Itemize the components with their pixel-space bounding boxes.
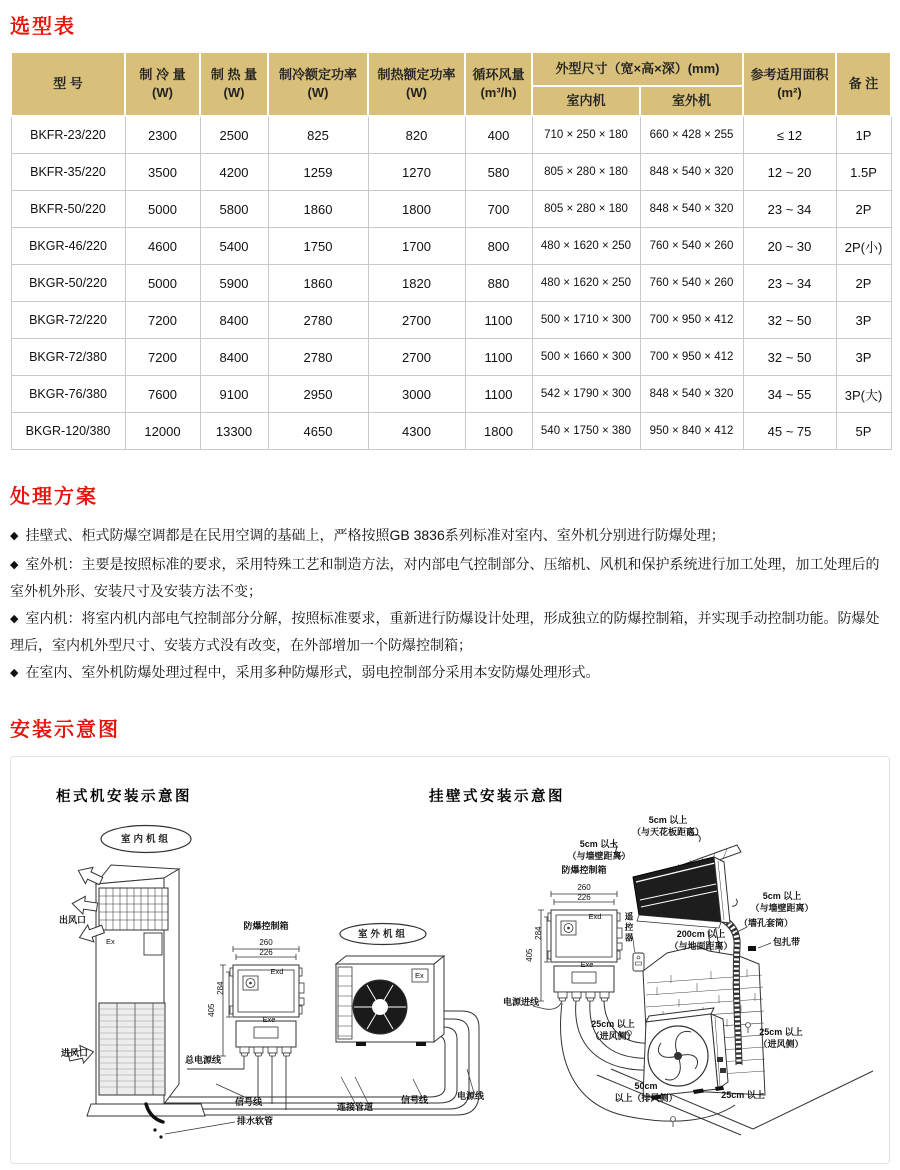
label-power-inlet: 电源进线 bbox=[503, 997, 540, 1007]
label-inlet-clearance-right bbox=[745, 1027, 817, 1050]
table-row bbox=[11, 191, 891, 228]
cell-cooling: 2300 bbox=[125, 116, 200, 154]
cell-airflow: 700 bbox=[465, 191, 532, 228]
cell-remark: 3P bbox=[836, 302, 891, 339]
label-bottom-clearance: 25cm 以上 bbox=[721, 1090, 765, 1100]
cell-area: 20 ~ 30 bbox=[743, 228, 836, 265]
label-power-line: 电源线 bbox=[457, 1091, 485, 1101]
dim-226-left: 226 bbox=[259, 948, 273, 957]
cell-remark: 2P bbox=[836, 191, 891, 228]
cell-cooling-power: 1259 bbox=[268, 154, 368, 191]
cell-indoor-dims: 500 × 1710 × 300 bbox=[532, 302, 640, 339]
cell-area: ≤ 12 bbox=[743, 116, 836, 154]
cell-remark: 3P bbox=[836, 339, 891, 376]
cell-heating-power: 4300 bbox=[368, 413, 465, 450]
header-unit: (m³/h) bbox=[480, 85, 517, 100]
cell-model: BKGR-46/220 bbox=[11, 228, 125, 265]
bullet-text: 室内机：将室内机内部电气控制部分分解，按照标准要求，重新进行防爆设计处理，形成独立的防爆控制箱，并实现手动控制功能。防爆处理后，室内机外型尺寸、安装方式没有改变，在外部增加一个防爆控制箱； bbox=[10, 610, 880, 653]
cell-outdoor-dims: 660 × 428 × 255 bbox=[640, 116, 743, 154]
cell-area: 32 ~ 50 bbox=[743, 339, 836, 376]
label-ceiling-clearance bbox=[611, 815, 725, 838]
cell-heating-power: 1800 bbox=[368, 191, 465, 228]
cell-cooling-power: 1750 bbox=[268, 228, 368, 265]
label-line: （进风侧） bbox=[590, 1030, 636, 1041]
label-line: （与天花板距离） bbox=[631, 826, 704, 837]
col-header-cooling-power bbox=[268, 52, 368, 116]
bullet-diamond-icon: ◆ bbox=[10, 667, 19, 679]
cell-area: 32 ~ 50 bbox=[743, 302, 836, 339]
cell-airflow: 400 bbox=[465, 116, 532, 154]
label-wall-clearance-left bbox=[557, 839, 641, 862]
header-label: 制热额定功率 bbox=[377, 66, 456, 82]
table-row bbox=[11, 413, 891, 450]
list-item bbox=[10, 606, 890, 658]
label-line: 200cm 以上 bbox=[676, 929, 726, 939]
cell-cooling-power: 825 bbox=[268, 116, 368, 154]
cell-indoor-dims: 710 × 250 × 180 bbox=[532, 116, 640, 154]
cell-model: BKFR-23/220 bbox=[11, 116, 125, 154]
label-exd-left: Exd bbox=[270, 967, 284, 976]
cell-heating-power: 2700 bbox=[368, 339, 465, 376]
cell-heating: 2500 bbox=[200, 116, 268, 154]
label-wall-clearance-right bbox=[741, 891, 823, 914]
cell-airflow: 800 bbox=[465, 228, 532, 265]
label-line: 5cm 以上 bbox=[579, 839, 619, 849]
cell-model: BKFR-50/220 bbox=[11, 191, 125, 228]
bullet-diamond-icon: ◆ bbox=[10, 530, 19, 542]
col-header-heating bbox=[200, 52, 268, 116]
label-ex-outdoor: Ex bbox=[415, 971, 424, 980]
cell-area: 12 ~ 20 bbox=[743, 154, 836, 191]
cell-airflow: 1800 bbox=[465, 413, 532, 450]
cell-cooling: 5000 bbox=[125, 191, 200, 228]
label-drain-hose: 排水软管 bbox=[237, 1116, 274, 1126]
cell-model: BKGR-72/380 bbox=[11, 339, 125, 376]
label-outdoor-unit-group: 室外机组 bbox=[357, 929, 408, 940]
table-row bbox=[11, 228, 891, 265]
cell-heating: 5400 bbox=[200, 228, 268, 265]
wall-diagram-title: 挂壁式安装示意图 bbox=[429, 789, 565, 805]
header-unit: (W) bbox=[223, 85, 245, 100]
cabinet-diagram-art bbox=[67, 826, 479, 1139]
dim-284-left: 284 bbox=[215, 981, 225, 995]
cell-area: 34 ~ 55 bbox=[743, 376, 836, 413]
bullet-diamond-icon: ◆ bbox=[10, 613, 19, 625]
cell-heating: 9100 bbox=[200, 376, 268, 413]
list-item bbox=[10, 523, 890, 550]
cell-cooling: 7600 bbox=[125, 376, 200, 413]
cell-cooling-power: 1860 bbox=[268, 265, 368, 302]
cell-outdoor-dims: 848 × 540 × 320 bbox=[640, 376, 743, 413]
label-air-inlet: 进风口 bbox=[61, 1048, 89, 1058]
header-label: 制 冷 量 bbox=[139, 66, 186, 82]
label-indoor-unit-group: 室内机组 bbox=[120, 834, 171, 845]
label-line: （与地面距离） bbox=[669, 940, 733, 951]
cell-airflow: 580 bbox=[465, 154, 532, 191]
cell-cooling: 3500 bbox=[125, 154, 200, 191]
label-control-box-right: 防爆控制箱 bbox=[561, 865, 607, 875]
label-connecting-pipes: 连接管道 bbox=[337, 1102, 374, 1112]
header-unit: (W) bbox=[307, 85, 329, 100]
col-header-dimensions: 外型尺寸（宽×高×深）(mm) bbox=[532, 52, 743, 86]
label-signal-line-2: 信号线 bbox=[401, 1095, 429, 1105]
cell-heating-power: 1700 bbox=[368, 228, 465, 265]
cabinet-diagram-title: 柜式机安装示意图 bbox=[56, 789, 192, 805]
dim-260-left: 260 bbox=[259, 938, 273, 947]
label-exe-left: Exe bbox=[262, 1015, 276, 1024]
col-header-remark: 备 注 bbox=[836, 52, 891, 116]
cell-outdoor-dims: 760 × 540 × 260 bbox=[640, 265, 743, 302]
cell-cooling: 4600 bbox=[125, 228, 200, 265]
header-unit: (W) bbox=[152, 85, 173, 100]
table-row bbox=[11, 302, 891, 339]
cell-area: 23 ~ 34 bbox=[743, 191, 836, 228]
table-row bbox=[11, 154, 891, 191]
col-header-heating-power bbox=[368, 52, 465, 116]
label-main-power-line: 总电源线 bbox=[185, 1055, 222, 1065]
installation-title: 安装示意图 bbox=[10, 719, 120, 741]
label-line: 50cm bbox=[634, 1081, 658, 1091]
cell-outdoor-dims: 950 × 840 × 412 bbox=[640, 413, 743, 450]
label-air-outlet: 出风口 bbox=[59, 915, 87, 925]
header-label: 参考适用面积 bbox=[750, 66, 829, 82]
cell-cooling-power: 2780 bbox=[268, 339, 368, 376]
cell-model: BKGR-76/380 bbox=[11, 376, 125, 413]
dim-405-right: 405 bbox=[524, 948, 534, 962]
cell-indoor-dims: 805 × 280 × 180 bbox=[532, 191, 640, 228]
cell-area: 23 ~ 34 bbox=[743, 265, 836, 302]
dim-284-right: 284 bbox=[533, 926, 543, 940]
cell-airflow: 880 bbox=[465, 265, 532, 302]
label-floor-clearance bbox=[649, 929, 753, 952]
label-control-box-left: 防爆控制箱 bbox=[243, 921, 289, 931]
table-row bbox=[11, 339, 891, 376]
cell-heating-power: 3000 bbox=[368, 376, 465, 413]
installation-diagram-art bbox=[11, 757, 889, 1163]
treatment-title: 处理方案 bbox=[10, 486, 98, 508]
label-line: （与墙壁距离） bbox=[567, 850, 631, 861]
label-line: （与墙壁距离） bbox=[750, 902, 814, 913]
bullet-text: 挂壁式、柜式防爆空调都是在民用空调的基础上，严格按照GB 3836系列标准对室内、室外机分别进行防爆处理； bbox=[25, 527, 725, 543]
header-label: 制冷额定功率 bbox=[278, 66, 357, 82]
list-item bbox=[10, 660, 890, 687]
cell-heating-power: 2700 bbox=[368, 302, 465, 339]
cell-indoor-dims: 542 × 1790 × 300 bbox=[532, 376, 640, 413]
treatment-list bbox=[10, 523, 890, 687]
selection-table bbox=[10, 51, 892, 450]
label-line: （进风侧） bbox=[758, 1038, 804, 1049]
cell-airflow: 1100 bbox=[465, 339, 532, 376]
cell-area: 45 ~ 75 bbox=[743, 413, 836, 450]
cell-remark: 5P bbox=[836, 413, 891, 450]
cell-cooling: 7200 bbox=[125, 339, 200, 376]
cell-cooling-power: 4650 bbox=[268, 413, 368, 450]
col-header-model: 型 号 bbox=[11, 52, 125, 116]
table-row bbox=[11, 116, 891, 154]
cell-airflow: 1100 bbox=[465, 302, 532, 339]
cell-outdoor-dims: 760 × 540 × 260 bbox=[640, 228, 743, 265]
cell-heating: 8400 bbox=[200, 339, 268, 376]
cell-remark: 2P(小) bbox=[836, 228, 891, 265]
cell-indoor-dims: 480 × 1620 × 250 bbox=[532, 228, 640, 265]
col-header-cooling bbox=[125, 52, 200, 116]
cell-model: BKFR-35/220 bbox=[11, 154, 125, 191]
cell-heating: 5900 bbox=[200, 265, 268, 302]
bullet-diamond-icon: ◆ bbox=[10, 559, 19, 571]
cell-remark: 1.5P bbox=[836, 154, 891, 191]
label-inlet-clearance-left bbox=[577, 1019, 649, 1042]
bullet-text: 在室内、室外机防爆处理过程中，采用多种防爆形式，弱电控制部分采用本安防爆处理形式。 bbox=[25, 664, 600, 680]
cell-cooling-power: 1860 bbox=[268, 191, 368, 228]
header-unit: (m²) bbox=[777, 85, 802, 100]
label-exd-right: Exd bbox=[588, 912, 602, 921]
header-label: 制 热 量 bbox=[210, 66, 258, 82]
label-exhaust-clearance bbox=[601, 1081, 691, 1104]
cell-remark: 2P bbox=[836, 265, 891, 302]
label-line: 25cm 以上 bbox=[759, 1027, 803, 1037]
header-unit: (W) bbox=[406, 85, 427, 100]
cell-airflow: 1100 bbox=[465, 376, 532, 413]
cell-indoor-dims: 805 × 280 × 180 bbox=[532, 154, 640, 191]
cell-remark: 3P(大) bbox=[836, 376, 891, 413]
cell-model: BKGR-72/220 bbox=[11, 302, 125, 339]
cell-cooling-power: 2780 bbox=[268, 302, 368, 339]
label-line: 5cm 以上 bbox=[762, 891, 802, 901]
label-line: 5cm 以上 bbox=[648, 815, 688, 825]
cell-indoor-dims: 480 × 1620 × 250 bbox=[532, 265, 640, 302]
label-exe-right: Exe bbox=[580, 960, 594, 969]
cell-cooling-power: 2950 bbox=[268, 376, 368, 413]
cell-indoor-dims: 500 × 1660 × 300 bbox=[532, 339, 640, 376]
label-ex-cabinet: Ex bbox=[106, 937, 115, 946]
cell-cooling: 5000 bbox=[125, 265, 200, 302]
label-wall-sleeve: （墙孔套筒） bbox=[739, 918, 794, 928]
col-header-outdoor: 室外机 bbox=[640, 86, 743, 116]
cell-heating-power: 1820 bbox=[368, 265, 465, 302]
cell-model: BKGR-50/220 bbox=[11, 265, 125, 302]
col-header-area bbox=[743, 52, 836, 116]
cell-heating: 5800 bbox=[200, 191, 268, 228]
label-remote-control: 遥控器 bbox=[624, 912, 635, 944]
label-signal-line-1: 信号线 bbox=[235, 1097, 263, 1107]
selection-title: 选型表 bbox=[10, 16, 76, 38]
cell-heating: 4200 bbox=[200, 154, 268, 191]
cell-heating: 8400 bbox=[200, 302, 268, 339]
table-header bbox=[11, 52, 891, 116]
header-label: 循环风量 bbox=[472, 66, 525, 82]
list-item bbox=[10, 552, 890, 604]
cell-cooling: 12000 bbox=[125, 413, 200, 450]
cell-remark: 1P bbox=[836, 116, 891, 154]
dim-226-right: 226 bbox=[577, 893, 591, 902]
cell-outdoor-dims: 848 × 540 × 320 bbox=[640, 191, 743, 228]
table-body bbox=[11, 116, 891, 450]
label-line: 25cm 以上 bbox=[591, 1019, 635, 1029]
dim-405-left: 405 bbox=[206, 1003, 216, 1017]
installation-diagram bbox=[10, 756, 890, 1164]
cell-cooling: 7200 bbox=[125, 302, 200, 339]
bullet-text: 室外机：主要是按照标准的要求，采用特殊工艺和制造方法，对内部电气控制部分、压缩机、风机和保护系统进行加工处理，加工处理后的室外机外形、安装尺寸及安装方法不变； bbox=[10, 556, 880, 599]
cell-model: BKGR-120/380 bbox=[11, 413, 125, 450]
cell-heating-power: 820 bbox=[368, 116, 465, 154]
dim-260-right: 260 bbox=[577, 883, 591, 892]
cell-heating: 13300 bbox=[200, 413, 268, 450]
label-line: 以上（排风侧） bbox=[614, 1092, 678, 1103]
label-wrapping-band: 包扎带 bbox=[773, 937, 801, 947]
table-row bbox=[11, 376, 891, 413]
cell-outdoor-dims: 700 × 950 × 412 bbox=[640, 302, 743, 339]
cell-outdoor-dims: 848 × 540 × 320 bbox=[640, 154, 743, 191]
col-header-airflow bbox=[465, 52, 532, 116]
cell-heating-power: 1270 bbox=[368, 154, 465, 191]
cell-indoor-dims: 540 × 1750 × 380 bbox=[532, 413, 640, 450]
cell-outdoor-dims: 700 × 950 × 412 bbox=[640, 339, 743, 376]
col-header-indoor: 室内机 bbox=[532, 86, 640, 116]
table-row bbox=[11, 265, 891, 302]
